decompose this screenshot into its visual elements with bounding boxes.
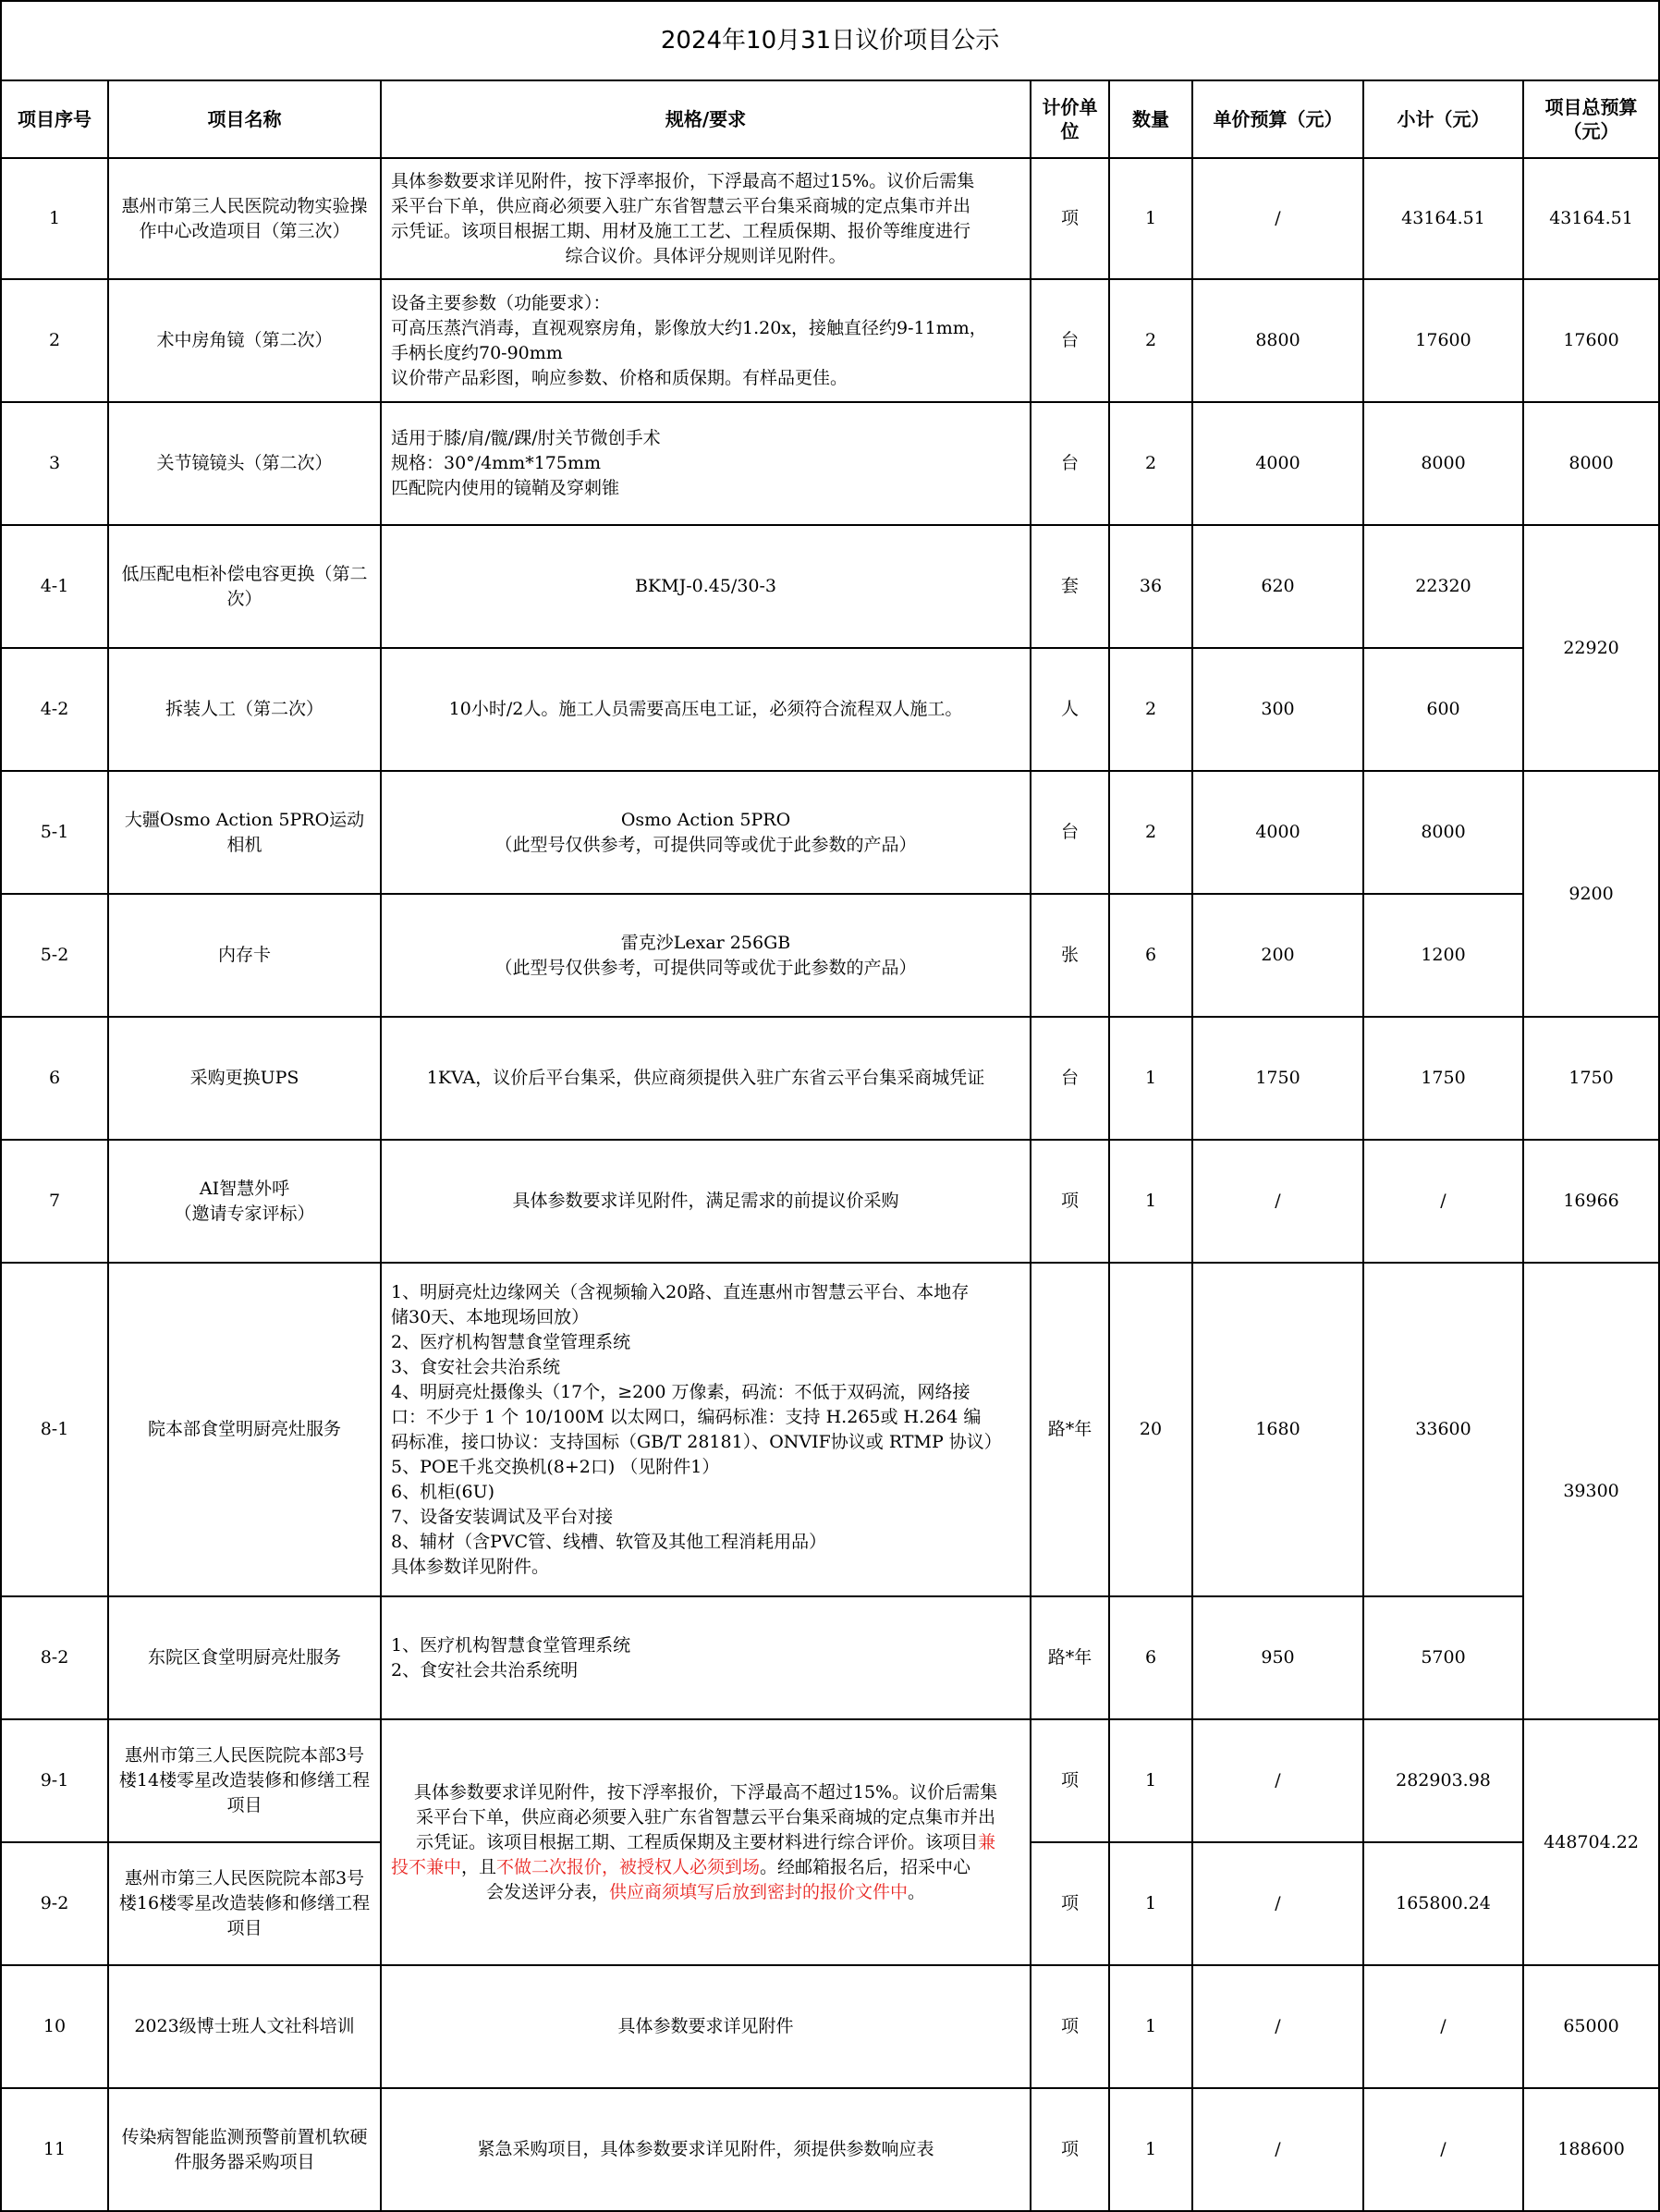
- spec-text: 会发送评分表，: [485, 1881, 609, 1902]
- cell-price: 1750: [1192, 1017, 1363, 1140]
- cell-price: /: [1192, 1719, 1363, 1842]
- cell-total: 188600: [1523, 2088, 1659, 2211]
- spec-line: 示凭证。该项目根据工期、用材及施工工艺、工程质保期、报价等维度进行: [391, 220, 971, 241]
- spec-line: 适用于膝/肩/髋/踝/肘关节微创手术: [391, 428, 661, 448]
- cell-unit: 张: [1031, 894, 1109, 1017]
- spec-line: 匹配院内使用的镜鞘及穿刺锥: [391, 478, 620, 498]
- spec-line: 议价带产品彩图，响应参数、价格和质保期。有样品更佳。: [391, 367, 848, 388]
- cell-name: 东院区食堂明厨亮灶服务: [108, 1596, 381, 1719]
- cell-unit: 项: [1031, 2088, 1109, 2211]
- table-row: [1, 2088, 1659, 2211]
- cell-seq: 2: [1, 279, 108, 402]
- cell-name: 大疆Osmo Action 5PRO运动相机: [108, 771, 381, 894]
- cell-seq: 6: [1, 1017, 108, 1140]
- cell-seq: 5-2: [1, 894, 108, 1017]
- cell-spec: [381, 158, 1031, 279]
- cell-qty: 1: [1109, 158, 1192, 279]
- cell-price: 4000: [1192, 771, 1363, 894]
- cell-unit: 项: [1031, 1719, 1109, 1842]
- cell-subtotal: 600: [1363, 648, 1523, 771]
- cell-spec: [381, 894, 1031, 1017]
- cell-qty: 1: [1109, 1719, 1192, 1842]
- cell-total: 8000: [1523, 402, 1659, 525]
- cell-name: 采购更换UPS: [108, 1017, 381, 1140]
- cell-qty: 2: [1109, 402, 1192, 525]
- spec-text: 。经邮箱报名后，招采中心: [760, 1856, 971, 1877]
- spec-line: [391, 1880, 1020, 1905]
- cell-subtotal: /: [1363, 1140, 1523, 1263]
- cell-unit: 路*年: [1031, 1596, 1109, 1719]
- header-qty: 数量: [1109, 80, 1192, 158]
- spec-line: 具体参数要求详见附件，按下浮率报价，下浮最高不超过15%。议价后需集: [391, 170, 975, 191]
- spec-line: 2、医疗机构智慧食堂管理系统: [391, 1331, 631, 1352]
- cell-qty: 20: [1109, 1263, 1192, 1596]
- header-price: 单价预算（元）: [1192, 80, 1363, 158]
- cell-spec: 10小时/2人。施工人员需要高压电工证，必须符合流程双人施工。: [381, 648, 1031, 771]
- cell-unit: 台: [1031, 279, 1109, 402]
- spec-text: 示凭证。该项目根据工期、工程质保期及主要材料进行综合评价。该项目: [415, 1831, 978, 1852]
- cell-spec: [381, 1596, 1031, 1719]
- cell-unit: 项: [1031, 1965, 1109, 2088]
- cell-seq: 11: [1, 2088, 108, 2211]
- cell-total: 448704.22: [1523, 1719, 1659, 1965]
- cell-name: 内存卡: [108, 894, 381, 1017]
- cell-name: 惠州市第三人民医院院本部3号楼14楼零星改造装修和修缮工程项目: [108, 1719, 381, 1842]
- table-row: [1, 525, 1659, 648]
- cell-spec: BKMJ-0.45/30-3: [381, 525, 1031, 648]
- cell-subtotal: 33600: [1363, 1263, 1523, 1596]
- cell-seq: 4-2: [1, 648, 108, 771]
- header-spec: 规格/要求: [381, 80, 1031, 158]
- cell-unit: 台: [1031, 771, 1109, 894]
- cell-price: 950: [1192, 1596, 1363, 1719]
- cell-price: 8800: [1192, 279, 1363, 402]
- spec-line: 采平台下单，供应商必须要入驻广东省智慧云平台集采商城的定点集市并出: [391, 195, 971, 216]
- cell-spec: [381, 1263, 1031, 1596]
- spec-line: 3、食安社会共治系统: [391, 1356, 561, 1377]
- cell-total: 22920: [1523, 525, 1659, 771]
- cell-name: 惠州市第三人民医院院本部3号楼16楼零星改造装修和修缮工程项目: [108, 1842, 381, 1965]
- cell-seq: 4-1: [1, 525, 108, 648]
- spec-warning-text: 供应商须填写后放到密封的报价文件中: [608, 1881, 908, 1902]
- cell-subtotal: 165800.24: [1363, 1842, 1523, 1965]
- spec-line: 4、明厨亮灶摄像头（17个，≥200 万像素，码流：不低于双码流，网络接: [391, 1381, 970, 1402]
- cell-name: 2023级博士班人文社科培训: [108, 1965, 381, 2088]
- cell-price: 1680: [1192, 1263, 1363, 1596]
- cell-qty: 1: [1109, 1965, 1192, 2088]
- cell-subtotal: 1750: [1363, 1017, 1523, 1140]
- cell-subtotal: 43164.51: [1363, 158, 1523, 279]
- cell-total: 17600: [1523, 279, 1659, 402]
- spec-line: 综合议价。具体评分规则详见附件。: [565, 245, 847, 266]
- cell-qty: 1: [1109, 1842, 1192, 1965]
- cell-subtotal: /: [1363, 1965, 1523, 2088]
- cell-total: 65000: [1523, 1965, 1659, 2088]
- table-row: [1, 894, 1659, 1017]
- cell-price: /: [1192, 1842, 1363, 1965]
- spec-line: 1、医疗机构智慧食堂管理系统: [391, 1634, 631, 1656]
- cell-spec: [381, 402, 1031, 525]
- header-unit: 计价单位: [1031, 80, 1109, 158]
- spec-line: 6、机柜(6U): [391, 1481, 495, 1502]
- cell-price: /: [1192, 158, 1363, 279]
- cell-qty: 2: [1109, 648, 1192, 771]
- table-row: [1, 648, 1659, 771]
- header-seq: 项目序号: [1, 80, 108, 158]
- spec-line: 码标准，接口协议：支持国标（GB/T 28181）、ONVIF协议或 RTMP 协议）: [391, 1431, 1002, 1452]
- cell-price: 4000: [1192, 402, 1363, 525]
- cell-spec: [381, 1719, 1031, 1965]
- cell-subtotal: 17600: [1363, 279, 1523, 402]
- cell-name: 院本部食堂明厨亮灶服务: [108, 1263, 381, 1596]
- spec-line: 规格：30°/4mm*175mm: [391, 453, 601, 473]
- cell-name: 传染病智能监测预警前置机软硬件服务器采购项目: [108, 2088, 381, 2211]
- cell-price: 620: [1192, 525, 1363, 648]
- table-row: [1, 771, 1659, 894]
- cell-total: 9200: [1523, 771, 1659, 1017]
- cell-subtotal: 22320: [1363, 525, 1523, 648]
- cell-spec: 1KVA，议价后平台集采，供应商须提供入驻广东省云平台集采商城凭证: [381, 1017, 1031, 1140]
- cell-unit: 项: [1031, 158, 1109, 279]
- table-row: [1, 279, 1659, 402]
- cell-price: 200: [1192, 894, 1363, 1017]
- spec-line: 手柄长度约70-90mm: [391, 342, 563, 363]
- cell-seq: 3: [1, 402, 108, 525]
- cell-name: 惠州市第三人民医院动物实验操作中心改造项目（第三次）: [108, 158, 381, 279]
- cell-qty: 1: [1109, 1140, 1192, 1263]
- cell-spec: [381, 279, 1031, 402]
- table-row: [1, 1017, 1659, 1140]
- spec-line: 2、食安社会共治系统明: [391, 1659, 579, 1680]
- cell-name: 低压配电柜补偿电容更换（第二次）: [108, 525, 381, 648]
- cell-total: 1750: [1523, 1017, 1659, 1140]
- cell-qty: 1: [1109, 2088, 1192, 2211]
- spec-line: [391, 1805, 1020, 1830]
- spec-line: 7、设备安装调试及平台对接: [391, 1506, 614, 1527]
- name-line: （邀请专家评标）: [174, 1203, 315, 1224]
- header-subtotal: 小计（元）: [1363, 80, 1523, 158]
- cell-qty: 2: [1109, 771, 1192, 894]
- page-title: 2024年10月31日议价项目公示: [1, 1, 1659, 80]
- cell-price: /: [1192, 2088, 1363, 2211]
- spec-line: 具体参数详见附件。: [391, 1556, 550, 1577]
- spec-line: Osmo Action 5PRO: [620, 809, 791, 830]
- table-row: [1, 1596, 1659, 1719]
- spec-text: 具体参数要求详见附件，按下浮率报价，下浮最高不超过15%。议价后需集: [413, 1781, 998, 1803]
- table-row: [1, 1140, 1659, 1263]
- spec-line: （此型号仅供参考，可提供同等或优于此参数的产品）: [494, 834, 917, 855]
- cell-seq: 1: [1, 158, 108, 279]
- cell-qty: 1: [1109, 1017, 1192, 1140]
- table-row: [1, 1965, 1659, 2088]
- cell-total: 39300: [1523, 1263, 1659, 1719]
- spec-line: 1、明厨亮灶边缘网关（含视频输入20路、直连惠州市智慧云平台、本地存: [391, 1281, 970, 1302]
- cell-price: /: [1192, 1140, 1363, 1263]
- cell-seq: 5-1: [1, 771, 108, 894]
- table-row: [1, 1263, 1659, 1596]
- spec-warning-text: 兼: [978, 1831, 996, 1852]
- cell-seq: 8-2: [1, 1596, 108, 1719]
- cell-subtotal: 8000: [1363, 402, 1523, 525]
- header-row: [1, 80, 1659, 158]
- spec-line: 雷克沙Lexar 256GB: [620, 932, 791, 953]
- header-name: 项目名称: [108, 80, 381, 158]
- spec-text: 。: [908, 1881, 926, 1902]
- cell-price: /: [1192, 1965, 1363, 2088]
- spec-warning-text: 不做二次报价，被授权人必须到场: [496, 1856, 761, 1877]
- cell-spec: 具体参数要求详见附件，满足需求的前提议价采购: [381, 1140, 1031, 1263]
- cell-qty: 6: [1109, 1596, 1192, 1719]
- cell-name: [108, 1140, 381, 1263]
- spec-line: 可高压蒸汽消毒，直视观察房角，影像放大约1.20x，接触直径约9-11mm，: [391, 317, 987, 338]
- spec-text: ，且: [461, 1856, 497, 1877]
- cell-qty: 2: [1109, 279, 1192, 402]
- cell-subtotal: 5700: [1363, 1596, 1523, 1719]
- cell-seq: 8-1: [1, 1263, 108, 1596]
- cell-spec: 具体参数要求详见附件: [381, 1965, 1031, 2088]
- spec-text: 采平台下单，供应商必须要入驻广东省智慧云平台集采商城的定点集市并出: [415, 1806, 995, 1827]
- cell-subtotal: 1200: [1363, 894, 1523, 1017]
- cell-name: 拆装人工（第二次）: [108, 648, 381, 771]
- spec-line: （此型号仅供参考，可提供同等或优于此参数的产品）: [494, 957, 917, 978]
- cell-seq: 7: [1, 1140, 108, 1263]
- spec-line: 5、POE千兆交换机(8+2口) （见附件1）: [391, 1456, 720, 1477]
- cell-price: 300: [1192, 648, 1363, 771]
- cell-seq: 10: [1, 1965, 108, 2088]
- spec-line: [391, 1780, 1020, 1805]
- spec-line: [391, 1830, 1020, 1855]
- cell-total: 16966: [1523, 1140, 1659, 1263]
- table-row: [1, 158, 1659, 279]
- cell-unit: 人: [1031, 648, 1109, 771]
- cell-unit: 路*年: [1031, 1263, 1109, 1596]
- spec-line: 口：不少于 1 个 10/100M 以太网口，编码标准：支持 H.265或 H.264 编: [391, 1406, 982, 1427]
- cell-spec: [381, 771, 1031, 894]
- cell-name: 关节镜镜头（第二次）: [108, 402, 381, 525]
- cell-spec: 紧急采购项目，具体参数要求详见附件，须提供参数响应表: [381, 2088, 1031, 2211]
- spec-line: 8、辅材（含PVC管、线槽、软管及其他工程消耗用品）: [391, 1531, 827, 1552]
- spec-warning-text: 投不兼中: [391, 1856, 462, 1877]
- spec-line: 设备主要参数（功能要求）：: [391, 292, 611, 313]
- cell-qty: 36: [1109, 525, 1192, 648]
- cell-subtotal: 282903.98: [1363, 1719, 1523, 1842]
- cell-unit: 项: [1031, 1140, 1109, 1263]
- spec-line: 储30天、本地现场回放）: [391, 1306, 590, 1327]
- cell-total: 43164.51: [1523, 158, 1659, 279]
- cell-unit: 套: [1031, 525, 1109, 648]
- table-row: [1, 1719, 1659, 1842]
- cell-qty: 6: [1109, 894, 1192, 1017]
- cell-seq: 9-2: [1, 1842, 108, 1965]
- cell-unit: 台: [1031, 402, 1109, 525]
- cell-subtotal: 8000: [1363, 771, 1523, 894]
- spec-line: [391, 1855, 1020, 1880]
- cell-unit: 台: [1031, 1017, 1109, 1140]
- cell-seq: 9-1: [1, 1719, 108, 1842]
- header-total: 项目总预算（元）: [1523, 80, 1659, 158]
- cell-name: 术中房角镜（第二次）: [108, 279, 381, 402]
- table-row: [1, 402, 1659, 525]
- cell-subtotal: /: [1363, 2088, 1523, 2211]
- cell-unit: 项: [1031, 1842, 1109, 1965]
- name-line: AI智慧外呼: [199, 1178, 290, 1199]
